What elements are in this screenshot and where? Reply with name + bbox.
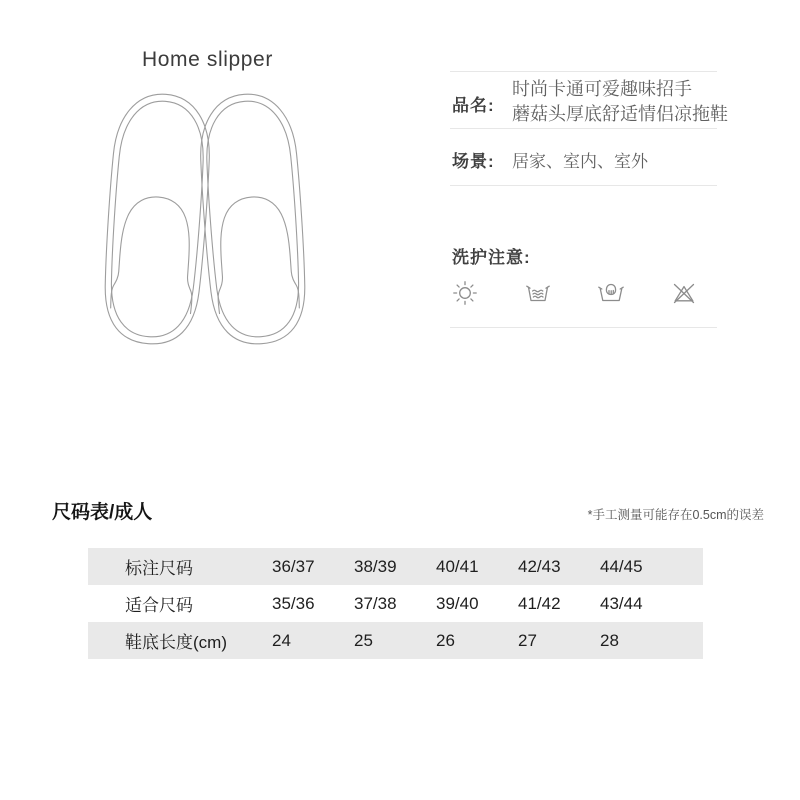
size-chart-title: 尺码表/成人: [52, 502, 153, 523]
machine-wash-icon: [524, 279, 552, 307]
table-cell: 43/44: [600, 593, 643, 613]
care-icons-row: [451, 279, 698, 307]
table-cell: 28: [600, 630, 619, 650]
table-cell: 42/43: [518, 556, 561, 576]
table-cell: 38/39: [354, 556, 397, 576]
slippers-illustration: [94, 86, 316, 348]
size-chart-note: *手工测量可能存在0.5cm的误差: [587, 508, 764, 522]
table-cell: 35/36: [272, 593, 315, 613]
table-cell: 37/38: [354, 593, 397, 613]
size-chart-table: [88, 548, 703, 659]
brand-title: Home slipper: [142, 48, 273, 71]
scene-label: 场景:: [452, 152, 495, 171]
care-instructions-title: 洗护注意:: [452, 248, 531, 267]
divider: [450, 185, 717, 186]
right-slipper-outline: [196, 91, 311, 347]
left-slipper-outline: [100, 91, 215, 347]
row-header: 鞋底长度(cm): [125, 633, 227, 652]
table-cell: 40/41: [436, 556, 479, 576]
sun-dry-icon: [451, 279, 479, 307]
hand-wash-icon: [597, 279, 625, 307]
row-header: 适合尺码: [125, 596, 193, 615]
table-cell: 26: [436, 630, 455, 650]
table-row: [88, 585, 703, 622]
table-row: [88, 622, 703, 659]
product-name-label: 品名:: [452, 96, 495, 115]
table-row: [88, 548, 703, 585]
table-cell: 24: [272, 630, 291, 650]
product-name-line2: 蘑菇头厚底舒适情侣凉拖鞋: [512, 104, 728, 124]
table-cell: 25: [354, 630, 373, 650]
table-cell: 27: [518, 630, 537, 650]
product-name-line1: 时尚卡通可爱趣味招手: [512, 79, 692, 99]
table-cell: 36/37: [272, 556, 315, 576]
divider: [450, 327, 717, 328]
do-not-bleach-icon: [670, 279, 698, 307]
table-cell: 41/42: [518, 593, 561, 613]
divider: [450, 128, 717, 129]
scene-value: 居家、室内、室外: [512, 152, 648, 171]
table-cell: 44/45: [600, 556, 643, 576]
row-header: 标注尺码: [125, 559, 193, 578]
product-name-value: [512, 77, 728, 127]
divider: [450, 71, 717, 72]
table-cell: 39/40: [436, 593, 479, 613]
